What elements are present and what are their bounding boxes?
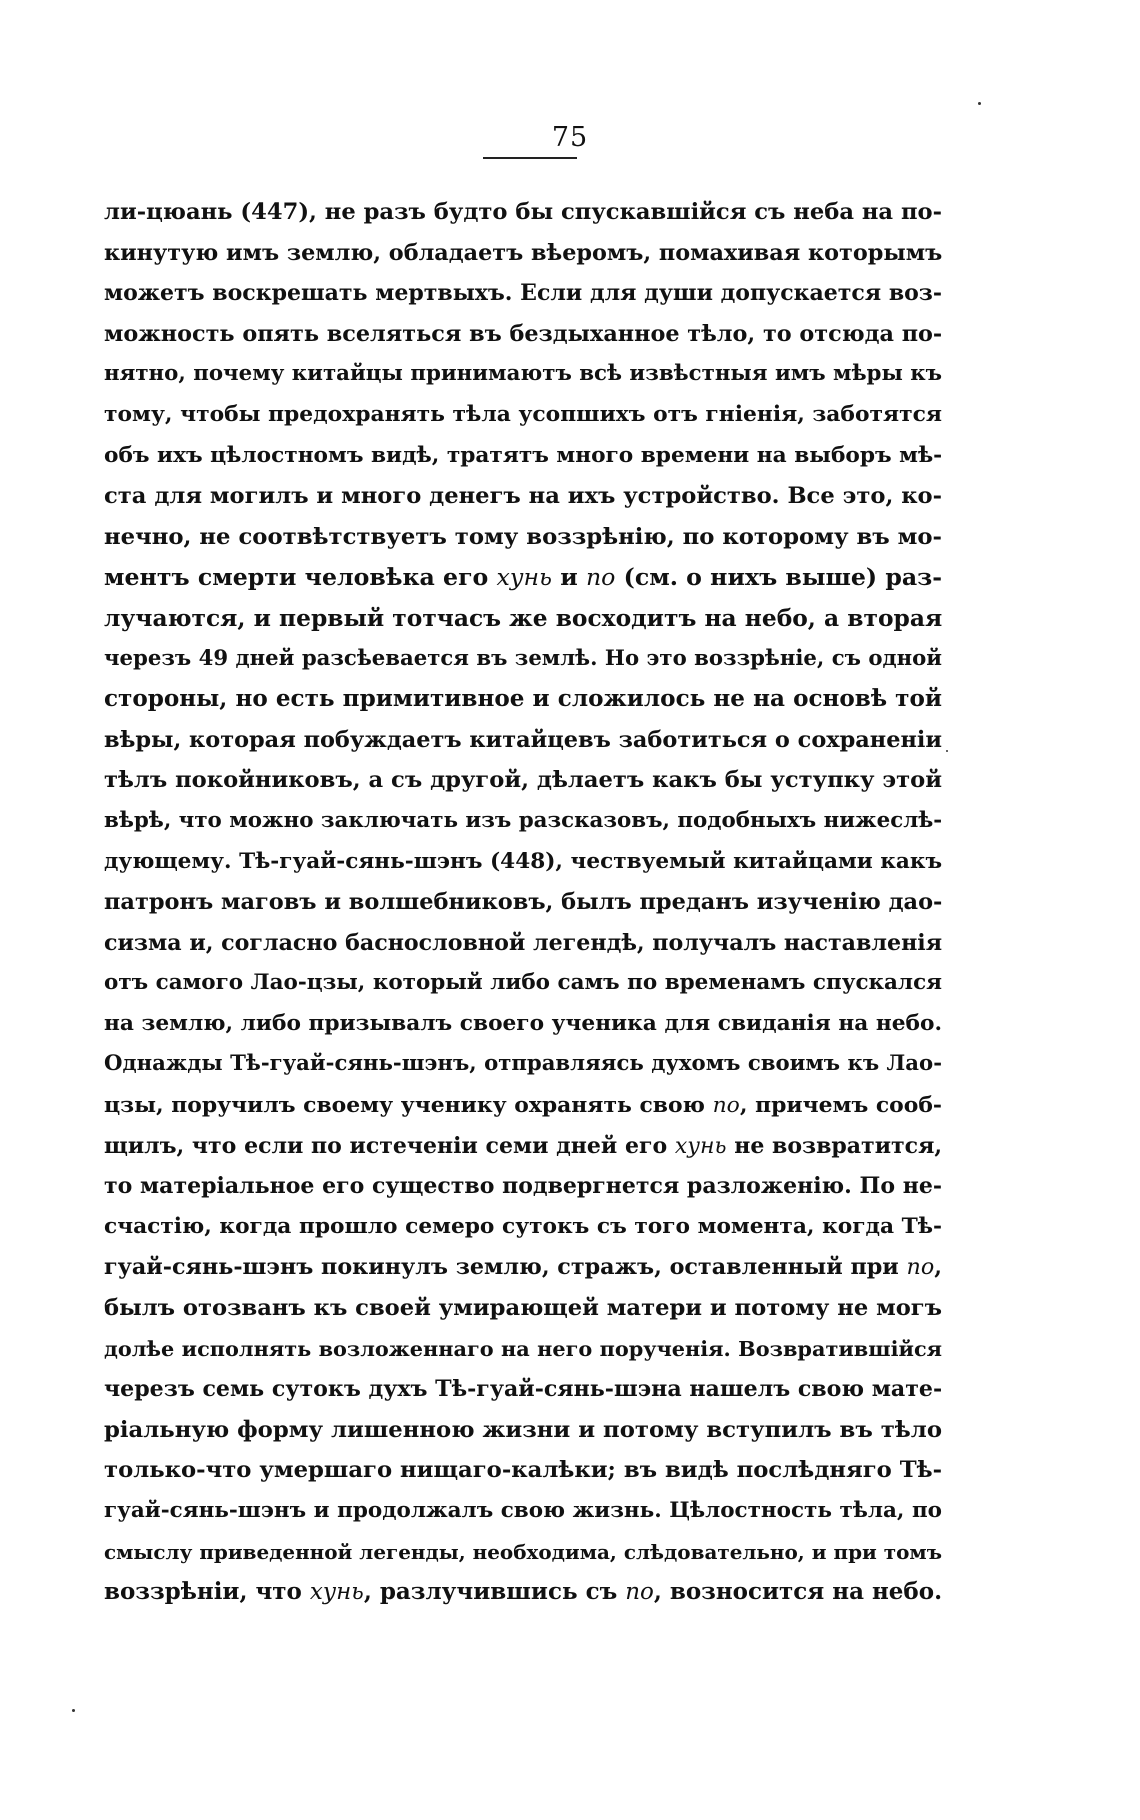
text-line (104, 436, 942, 477)
text-run: дующему. Тѣ-гуай-сянь-шэнъ (448), чествуемый китайцами какъ (104, 848, 942, 874)
text-run: (см. о нихъ выше) раз- (615, 563, 943, 592)
text-run: можетъ воскрешать мертвыхъ. Если для души допускается воз- (104, 280, 942, 307)
page-number: 75 (551, 122, 589, 153)
text-line (104, 273, 942, 314)
text-run: на землю, либо призывалъ своего ученика для свиданія на небо. (104, 1010, 942, 1036)
text-run: сизма и, согласно баснословной легендѣ, получалъ наставленія (104, 929, 943, 956)
text-run: и (551, 563, 586, 592)
text-run: ріальную форму лишенною жизни и потому вступилъ въ тѣло (104, 1416, 942, 1443)
text-line (104, 923, 942, 964)
italic-term: хунь (309, 1579, 364, 1606)
italic-term: по (712, 1093, 740, 1119)
text-run: воззрѣніи, что (104, 1578, 310, 1606)
text-run: тому, чтобы предохранять тѣла усопшихъ отъ гніенія, заботятся (104, 401, 942, 427)
text-line (104, 1044, 942, 1085)
text-run: лучаются, и первый тотчасъ же восходитъ на небо, а вторая (104, 603, 943, 632)
text-run: тѣлъ покойниковъ, а съ другой, дѣлаетъ какъ бы уступку этой (104, 767, 942, 794)
text-line (104, 639, 942, 680)
text-run: долѣе исполнять возложеннаго на него порученія. Возвратившійся (104, 1335, 942, 1361)
text-run: можность опять вселяться въ бездыханное тѣло, то отсюда по- (104, 320, 943, 347)
text-run: стороны, но есть примитивное и сложилось не на основѣ той (104, 685, 942, 713)
text-line (104, 598, 942, 639)
text-run: , причемъ сооб- (739, 1092, 942, 1119)
text-line (104, 1085, 942, 1126)
text-run: ста для могилъ и много денегъ на ихъ устройство. Все это, ко- (104, 483, 942, 510)
text-run: кинутую имъ землю, обладаетъ вѣеромъ, помахивая которымъ (104, 239, 943, 266)
body-paragraph (104, 192, 942, 1613)
text-line (104, 1207, 942, 1248)
text-run: не возвратится, (726, 1132, 942, 1159)
text-line (104, 1126, 942, 1167)
text-line (104, 1329, 942, 1370)
text-run: нятно, почему китайцы принимаютъ всѣ извѣстныя имъ мѣры къ (104, 361, 942, 387)
text-line (104, 1450, 942, 1491)
text-line (104, 314, 942, 355)
text-line (104, 963, 942, 1004)
text-run: вѣры, которая побуждаетъ китайцевъ заботиться о сохраненіи (104, 726, 942, 753)
text-line (104, 1247, 942, 1288)
text-line (104, 192, 942, 233)
text-line (104, 557, 942, 598)
text-line (104, 801, 942, 842)
page-number-underline (483, 157, 577, 159)
text-run: , возносится на небо. (653, 1578, 943, 1606)
text-line (104, 1532, 942, 1573)
text-run: ли-цюань (447), не разъ будто бы спускавшійся съ неба на по- (104, 199, 942, 225)
text-line (104, 842, 942, 883)
text-run: гуай-сянь-шэнъ и продолжалъ свою жизнь. Цѣлостность тѣла, по (104, 1498, 942, 1523)
text-line (104, 1004, 942, 1045)
text-line (104, 1572, 942, 1613)
text-run: , (934, 1254, 942, 1281)
text-run: гуай-сянь-шэнъ покинулъ землю, стражъ, оставленный при (104, 1254, 907, 1281)
text-line (104, 882, 942, 923)
text-run: черезъ 49 дней разсѣевается въ землѣ. Но это воззрѣніе, съ одной (104, 645, 942, 671)
text-run: отъ самого Лао-цзы, который либо самъ по временамъ спускался (104, 970, 942, 996)
paper-speck (978, 102, 981, 105)
text-line (104, 679, 942, 720)
text-line (104, 1369, 942, 1410)
text-line (104, 720, 942, 761)
text-line (104, 1410, 942, 1451)
text-line (104, 395, 942, 436)
text-run: цзы, поручилъ своему ученику охранять свою (104, 1092, 713, 1119)
text-run: счастію, когда прошло семеро сутокъ съ того момента, когда Тѣ- (104, 1213, 942, 1239)
text-run: нечно, не соотвѣтствуетъ тому воззрѣнію, по которому въ мо- (104, 523, 942, 550)
text-run: , разлучившись съ (363, 1578, 626, 1606)
text-run: черезъ семь сутокъ духъ Тѣ-гуай-сянь-шэна нашелъ свою мате- (104, 1376, 943, 1403)
text-line (104, 354, 942, 395)
text-run: смыслу приведенной легенды, необходима, слѣдовательно, и при томъ (104, 1539, 942, 1564)
text-line (104, 1288, 942, 1329)
text-run: былъ отозванъ къ своей умирающей матери и потому не могъ (104, 1295, 942, 1322)
italic-term: по (906, 1254, 935, 1281)
text-line (104, 1166, 942, 1207)
text-line (104, 1491, 942, 1532)
text-line (104, 233, 942, 274)
text-run: щилъ, что если по истеченіи семи дней его (104, 1132, 675, 1159)
text-run: объ ихъ цѣлостномъ видѣ, тратятъ много времени на выборъ мѣ- (104, 442, 943, 468)
text-run: только-что умершаго нищаго-калѣки; въ видѣ послѣдняго Тѣ- (104, 1457, 942, 1484)
text-run: вѣрѣ, что можно заключать изъ разсказовъ, подобныхъ нижеслѣ- (104, 807, 943, 833)
paper-speck (946, 750, 948, 752)
text-run: то матеріальное его существо подвергнется разложенію. По не- (104, 1173, 942, 1200)
italic-term: по (625, 1579, 654, 1606)
text-line (104, 760, 942, 801)
paper-speck (72, 1709, 75, 1712)
italic-term: хунь (674, 1133, 727, 1159)
text-run: Однажды Тѣ-гуай-сянь-шэнъ, отправляясь духомъ своимъ къ Лао- (104, 1051, 942, 1077)
italic-term: по (585, 563, 616, 592)
italic-term: хунь (496, 563, 552, 592)
text-line (104, 517, 942, 558)
text-line (104, 476, 942, 517)
text-run: патронъ маговъ и волшебниковъ, былъ преданъ изученію дао- (104, 889, 943, 916)
text-run: ментъ смерти человѣка его (104, 563, 497, 592)
